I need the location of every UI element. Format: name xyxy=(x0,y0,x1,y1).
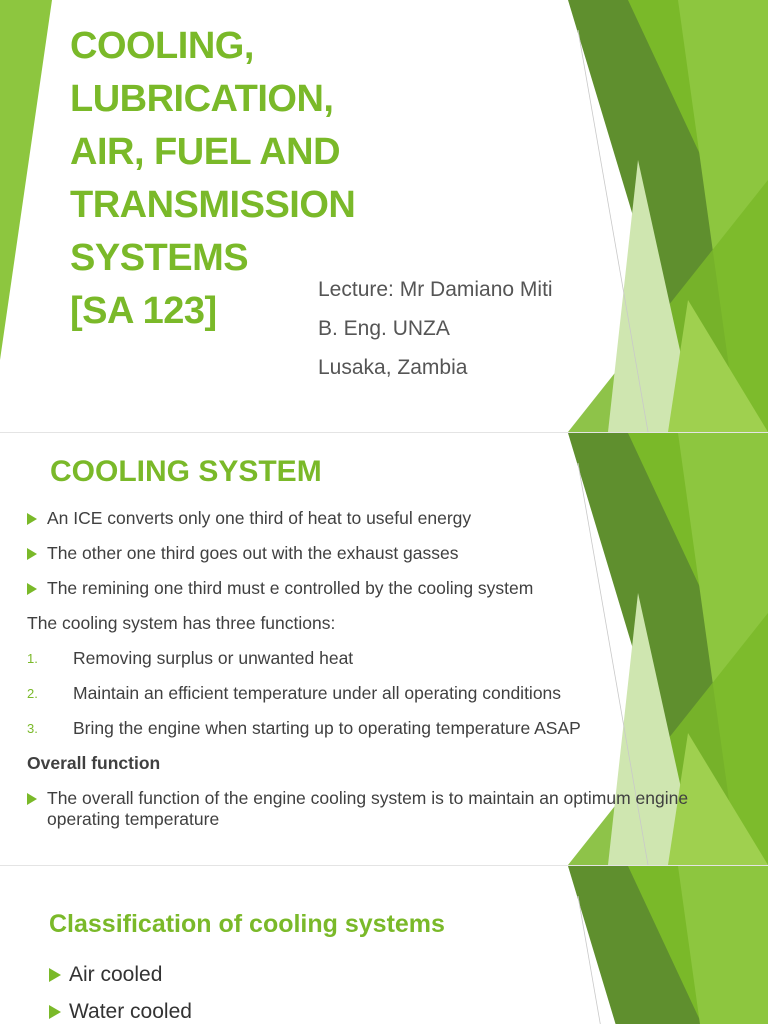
subtitle xyxy=(318,270,578,387)
green-decoration xyxy=(568,866,768,1024)
triangle-bullet-icon xyxy=(49,1005,61,1019)
title-line: SYSTEMS xyxy=(70,237,249,279)
bullet-item: The other one third goes out with the exhaust gasses xyxy=(27,543,459,564)
triangle-bullet-icon xyxy=(27,793,37,805)
title-line: TRANSMISSION xyxy=(70,184,356,226)
slide-cooling-system xyxy=(0,433,768,865)
numbered-item: Maintain an efficient temperature under all operating conditions xyxy=(73,683,562,703)
numbered-item: Bring the engine when starting up to operating temperature ASAP xyxy=(73,718,581,738)
numbered-item: Removing surplus or unwanted heat xyxy=(73,648,354,668)
title-line: [SA 123] xyxy=(70,290,217,332)
degree-line: B. Eng. UNZA xyxy=(318,317,450,340)
list-item: Air cooled xyxy=(49,963,162,987)
slide-body xyxy=(0,433,768,865)
list-number: 1. xyxy=(27,651,38,666)
list-item: Water cooled xyxy=(49,1000,192,1024)
location-line: Lusaka, Zambia xyxy=(318,356,468,379)
green-decoration xyxy=(568,0,768,432)
overall-function-heading: Overall function xyxy=(27,753,161,773)
title-line: COOLING, xyxy=(70,25,254,67)
list-number: 2. xyxy=(27,686,38,701)
triangle-bullet-icon xyxy=(27,548,37,560)
bullet-item: The remining one third must e controlled by the cooling system xyxy=(27,578,533,599)
bullet-item: The overall function of the engine cooling system is to maintain an optimum engine operating temperature xyxy=(27,788,747,830)
triangle-bullet-icon xyxy=(49,968,61,982)
slide-title xyxy=(0,0,768,432)
slide-classification xyxy=(0,866,768,1024)
title-line: LUBRICATION, xyxy=(70,78,334,120)
triangle-bullet-icon xyxy=(27,513,37,525)
triangle-bullet-icon xyxy=(27,583,37,595)
functions-intro: The cooling system has three functions: xyxy=(27,613,336,633)
slide-title: Classification of cooling systems xyxy=(49,910,445,938)
list-number: 3. xyxy=(27,721,38,736)
slide-title-text: COOLING SYSTEM xyxy=(50,455,322,488)
lecturer-line: Lecture: Mr Damiano Miti xyxy=(318,278,553,301)
bullet-item: An ICE converts only one third of heat to useful energy xyxy=(27,508,471,529)
title-line: AIR, FUEL AND xyxy=(70,131,341,173)
left-accent-bar xyxy=(0,0,60,432)
